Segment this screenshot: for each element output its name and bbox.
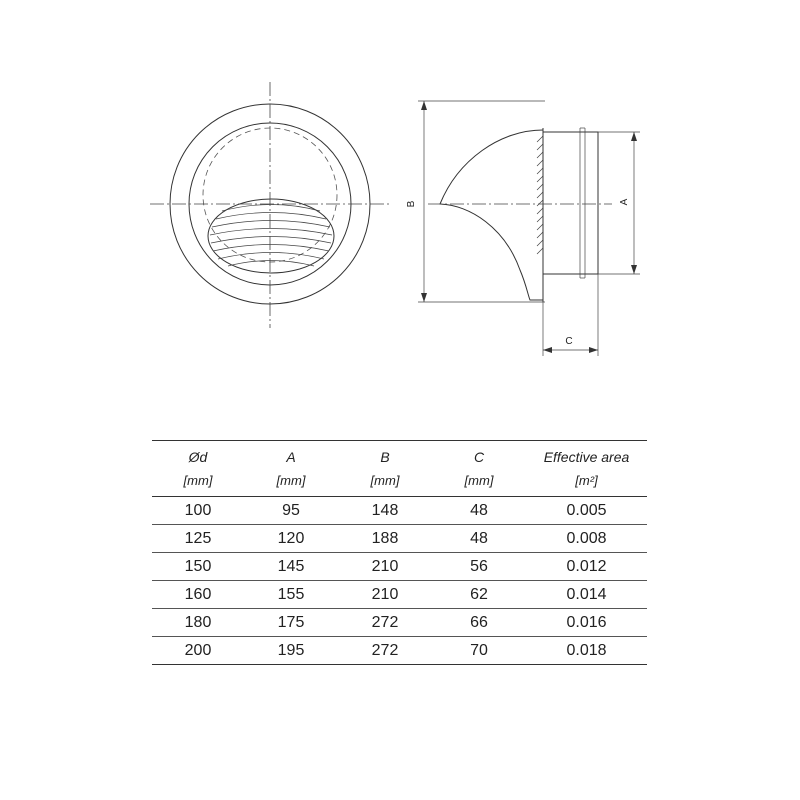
dimension-b xyxy=(406,101,545,302)
cell-b: 210 xyxy=(338,581,432,609)
table-row xyxy=(152,637,647,665)
table-row xyxy=(152,525,647,553)
header-a: A xyxy=(244,441,338,469)
cell-a: 155 xyxy=(244,581,338,609)
cell-b: 148 xyxy=(338,497,432,525)
dimension-c xyxy=(543,274,598,356)
side-view xyxy=(406,101,640,356)
cell-b: 272 xyxy=(338,637,432,665)
header-c: C xyxy=(432,441,526,469)
table-row xyxy=(152,609,647,637)
table-units-row xyxy=(152,468,647,497)
louvre-slats xyxy=(210,205,332,267)
unit-c: [mm] xyxy=(464,473,494,488)
unit-b: [mm] xyxy=(370,473,400,488)
cell-a: 175 xyxy=(244,609,338,637)
cell-c: 62 xyxy=(432,581,526,609)
front-view xyxy=(150,82,392,328)
cell-diameter: 100 xyxy=(152,497,244,525)
header-effective-area: Effective area xyxy=(526,441,647,469)
cell-effective-area: 0.008 xyxy=(526,525,647,553)
unit-effective-area: [m²] xyxy=(575,473,598,488)
dimension-a-label: A xyxy=(619,198,630,206)
cell-a: 195 xyxy=(244,637,338,665)
cell-diameter: 150 xyxy=(152,553,244,581)
cell-c: 70 xyxy=(432,637,526,665)
cell-c: 48 xyxy=(432,497,526,525)
cell-effective-area: 0.018 xyxy=(526,637,647,665)
cell-c: 48 xyxy=(432,525,526,553)
cell-b: 272 xyxy=(338,609,432,637)
hood-profile xyxy=(440,130,543,300)
cell-a: 120 xyxy=(244,525,338,553)
cell-diameter: 180 xyxy=(152,609,244,637)
wall-hatch xyxy=(537,136,543,254)
cell-diameter: 125 xyxy=(152,525,244,553)
table-header-row xyxy=(152,441,647,469)
cell-b: 188 xyxy=(338,525,432,553)
cell-diameter: 160 xyxy=(152,581,244,609)
dimension-a xyxy=(598,132,640,274)
cell-effective-area: 0.014 xyxy=(526,581,647,609)
table-row xyxy=(152,553,647,581)
cell-a: 95 xyxy=(244,497,338,525)
header-b: B xyxy=(338,441,432,469)
cell-diameter: 200 xyxy=(152,637,244,665)
dimension-b-label: B xyxy=(406,200,417,208)
cell-c: 56 xyxy=(432,553,526,581)
dimension-c-label: C xyxy=(565,336,573,347)
table-row xyxy=(152,497,647,525)
cell-a: 145 xyxy=(244,553,338,581)
cell-effective-area: 0.012 xyxy=(526,553,647,581)
unit-diameter: [mm] xyxy=(183,473,213,488)
cell-c: 66 xyxy=(432,609,526,637)
technical-drawing xyxy=(0,0,800,380)
table-row xyxy=(152,581,647,609)
unit-a: [mm] xyxy=(276,473,306,488)
cell-effective-area: 0.016 xyxy=(526,609,647,637)
dimension-table xyxy=(152,440,647,665)
cell-effective-area: 0.005 xyxy=(526,497,647,525)
spigot xyxy=(543,132,598,274)
cell-b: 210 xyxy=(338,553,432,581)
header-diameter: Ød xyxy=(152,441,244,469)
